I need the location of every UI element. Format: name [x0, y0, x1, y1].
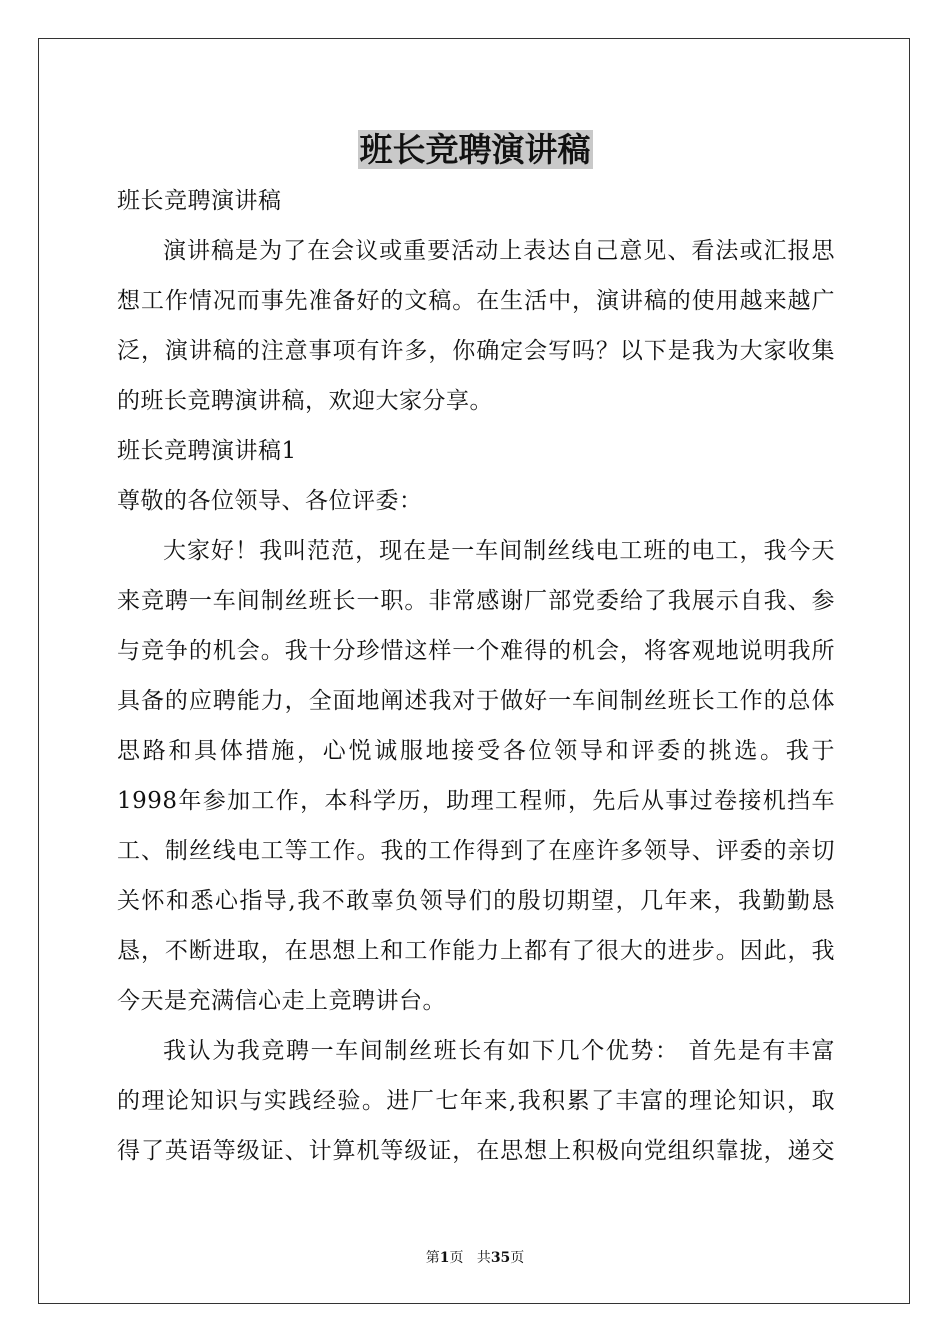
document-body	[117, 176, 835, 1176]
text-line: 泛，演讲稿的注意事项有许多，你确定会写吗？以下是我为大家收集	[117, 338, 835, 364]
text-line: 具备的应聘能力，全面地阐述我对于做好一车间制丝班长工作的总体	[117, 688, 835, 714]
page-footer	[0, 1248, 950, 1268]
text-line: 的班长竞聘演讲稿，欢迎大家分享。	[117, 388, 493, 414]
footer-total-pages: 35	[490, 1250, 511, 1266]
text-line: 我认为我竞聘一车间制丝班长有如下几个优势： 首先是有丰富	[163, 1038, 835, 1064]
footer-total-prefix: 共	[476, 1250, 491, 1266]
text-line: 得了英语等级证、计算机等级证，在思想上积极向党组织靠拢，递交	[117, 1138, 835, 1164]
text-line: 工、制丝线电工等工作。我的工作得到了在座许多领导、评委的亲切	[117, 838, 835, 864]
text-line: 班长竞聘演讲稿1	[117, 438, 297, 464]
text-line: 思路和具体措施，心悦诚服地接受各位领导和评委的挑选。我于	[117, 738, 835, 764]
text-line: 来竞聘一车间制丝班长一职。非常感谢厂部党委给了我展示自我、参	[117, 588, 835, 614]
document-title	[0, 128, 950, 172]
document-title-text: 班长竞聘演讲稿	[359, 130, 591, 169]
text-line: 的理论知识与实践经验。进厂七年来,我积累了丰富的理论知识，取	[117, 1088, 835, 1114]
footer-prefix: 第	[425, 1250, 440, 1266]
text-line: 班长竞聘演讲稿	[117, 188, 282, 214]
text-line: 尊敬的各位领导、各位评委：	[117, 488, 423, 514]
text-line: 今天是充满信心走上竞聘讲台。	[117, 988, 446, 1014]
text-line: 与竞争的机会。我十分珍惜这样一个难得的机会，将客观地说明我所	[117, 638, 835, 664]
text-line: 1998年参加工作，本科学历，助理工程师，先后从事过卷接机挡车	[117, 788, 835, 814]
footer-total-suffix: 页	[510, 1250, 525, 1266]
footer-page-suffix: 页	[449, 1250, 464, 1266]
text-line: 恳，不断进取，在思想上和工作能力上都有了很大的进步。因此，我	[117, 938, 835, 964]
footer-page-number: 1	[439, 1250, 450, 1266]
text-line: 演讲稿是为了在会议或重要活动上表达自己意见、看法或汇报思	[163, 238, 835, 264]
text-line: 想工作情况而事先准备好的文稿。在生活中，演讲稿的使用越来越广	[117, 288, 835, 314]
text-line: 关怀和悉心指导,我不敢辜负领导们的殷切期望，几年来，我勤勤恳	[117, 888, 835, 914]
text-line: 大家好！我叫范范，现在是一车间制丝线电工班的电工，我今天	[163, 538, 835, 564]
